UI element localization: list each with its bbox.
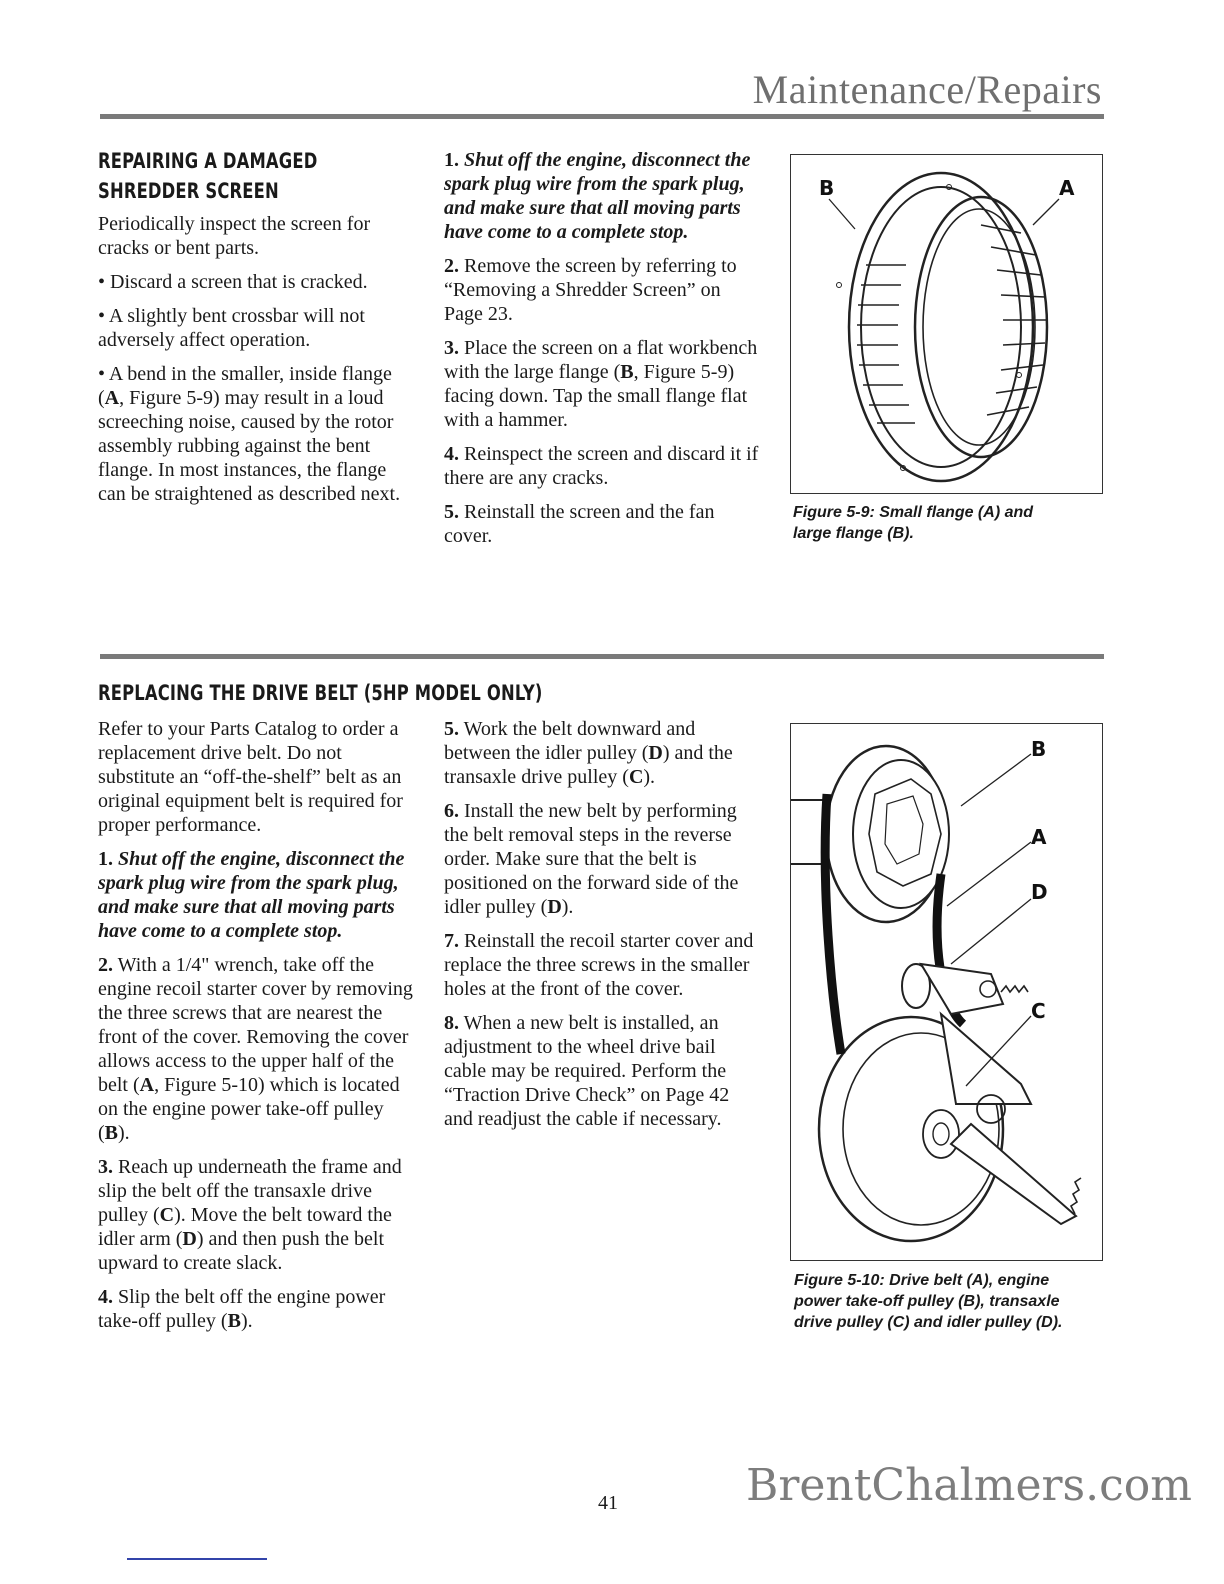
section2-step-3: 3. Reach up underneath the frame and slip the belt off the transaxle drive pulley (C). Move the belt toward the idler arm (D) and then push the belt upward to create slack.: [98, 1156, 402, 1274]
section1-bullet-2: • A slightly bent crossbar will not adversely affect operation.: [98, 305, 365, 351]
section2-left-column: [98, 717, 416, 1343]
figure-5-10-box: [790, 723, 1103, 1261]
bolt-hole-icon: [837, 283, 842, 288]
spring-icon: [1001, 986, 1028, 992]
section1-left-column: [98, 212, 410, 516]
figure-5-10-label-c: C: [1031, 999, 1046, 1023]
header-rule: [100, 114, 1104, 119]
section2-step-8: 8. When a new belt is installed, an adjustment to the wheel drive bail cable may be required. Perform the “Traction Drive Check” on Page 42 and readjust the cable if necessary.: [444, 1012, 730, 1130]
callout-line-a: [1033, 199, 1059, 225]
section2-step-4: 4. Slip the belt off the engine power take-off pulley (B).: [98, 1286, 386, 1332]
section1-step-2: 2. Remove the screen by referring to “Removing a Shredder Screen” on Page 23.: [444, 255, 737, 325]
transaxle-hub: [923, 1110, 959, 1158]
section2-step-6: 6. Install the new belt by performing the belt removal steps in the reverse order. Make sure that the belt is positioned on the forward side of the idler pulley (D).: [444, 800, 739, 918]
frame-edge: [791, 800, 825, 864]
section1-heading-line1: REPAIRING A DAMAGED: [98, 149, 318, 173]
section1-bullet-3: • A bend in the smaller, inside flange (A, Figure 5-9) may result in a loud screeching noise, caused by the rotor assembly rubbing against the bent flange. In most instances, the flange can be straightened as described next.: [98, 363, 401, 505]
section2-middle-column: [444, 717, 760, 1141]
figure-5-9-caption-line2: large flange (B).: [793, 525, 914, 542]
spring-icon: [1071, 1178, 1081, 1214]
callout-line-a: [947, 842, 1031, 906]
section2-step-7: 7. Reinstall the recoil starter cover and replace the three screws in the smaller holes at the front of the cover.: [444, 930, 754, 1000]
figure-5-9-caption-line1: Figure 5-9: Small flange (A) and: [793, 504, 1034, 521]
bracket-plate: [941, 1014, 1031, 1104]
section1-steps-column: [444, 148, 760, 558]
page-header-title: Maintenance/Repairs: [752, 67, 1102, 112]
section2-intro: Refer to your Parts Catalog to order a replacement drive belt. Do not substitute an “off-the-shelf” belt as an original equipment belt is required for proper performance.: [98, 718, 403, 836]
footer-rule: [127, 1558, 267, 1560]
section2-step-2: 2. With a 1/4" wrench, take off the engine recoil starter cover by removing the three screws that are nearest the front of the cover. Removing the cover allows access to the upper half of the belt (A, Figure 5-10) which is located on the engine power take-off pulley (B).: [98, 954, 413, 1144]
drive-belt-illustration: [791, 724, 1101, 1259]
section1-step-4: 4. Reinspect the screen and discard it if there are any cracks.: [444, 443, 759, 489]
watermark: BrentChalmers.com: [746, 1460, 1192, 1511]
figure-5-10-label-b: B: [1031, 737, 1047, 761]
section2-step-5: 5. Work the belt downward and between the idler pulley (D) and the transaxle drive pulley (C).: [444, 718, 733, 788]
section1-intro: Periodically inspect the screen for cracks or bent parts.: [98, 213, 371, 259]
callout-line-b: [961, 754, 1031, 806]
section-divider-rule: [100, 654, 1104, 659]
section1-bullet-1: • Discard a screen that is cracked.: [98, 271, 368, 293]
section1-heading-line2: SHREDDER SCREEN: [98, 179, 279, 203]
shredder-screen-illustration: [791, 155, 1101, 492]
idler-arm: [921, 964, 1003, 1014]
figure-5-10-caption-line2: power take-off pulley (B), transaxle: [794, 1293, 1060, 1310]
section2-step-1: 1. Shut off the engine, disconnect the spark plug wire from the spark plug, and make sure that all moving parts have come to a complete stop.: [98, 848, 405, 942]
callout-line-d: [951, 899, 1031, 964]
section1-step-5: 5. Reinstall the screen and the fan cover.: [444, 501, 715, 547]
section1-step-1: 1. Shut off the engine, disconnect the spark plug wire from the spark plug, and make sure that all moving parts have come to a complete stop.: [444, 149, 751, 243]
section2-heading: REPLACING THE DRIVE BELT (5HP MODEL ONLY): [98, 681, 543, 705]
figure-5-9-label-b: B: [819, 176, 835, 200]
figure-5-9-caption: [793, 502, 1093, 544]
figure-5-10-label-d: D: [1031, 880, 1048, 904]
figure-5-10-caption-line1: Figure 5-10: Drive belt (A), engine: [794, 1272, 1050, 1289]
figure-5-9-label-a: A: [1059, 176, 1075, 200]
figure-5-10-caption-line3: drive pulley (C) and idler pulley (D).: [794, 1314, 1063, 1331]
callout-line-b: [829, 199, 855, 229]
figure-5-10-caption: [794, 1270, 1104, 1333]
figure-5-9-box: [790, 154, 1103, 494]
page-number: 41: [598, 1492, 618, 1514]
figure-5-10-label-a: A: [1031, 825, 1047, 849]
section1-step-3: 3. Place the screen on a flat workbench with the large flange (B, Figure 5-9) facing down. Tap the small flange flat with a hammer.: [444, 337, 758, 431]
section1-heading: [98, 146, 317, 206]
